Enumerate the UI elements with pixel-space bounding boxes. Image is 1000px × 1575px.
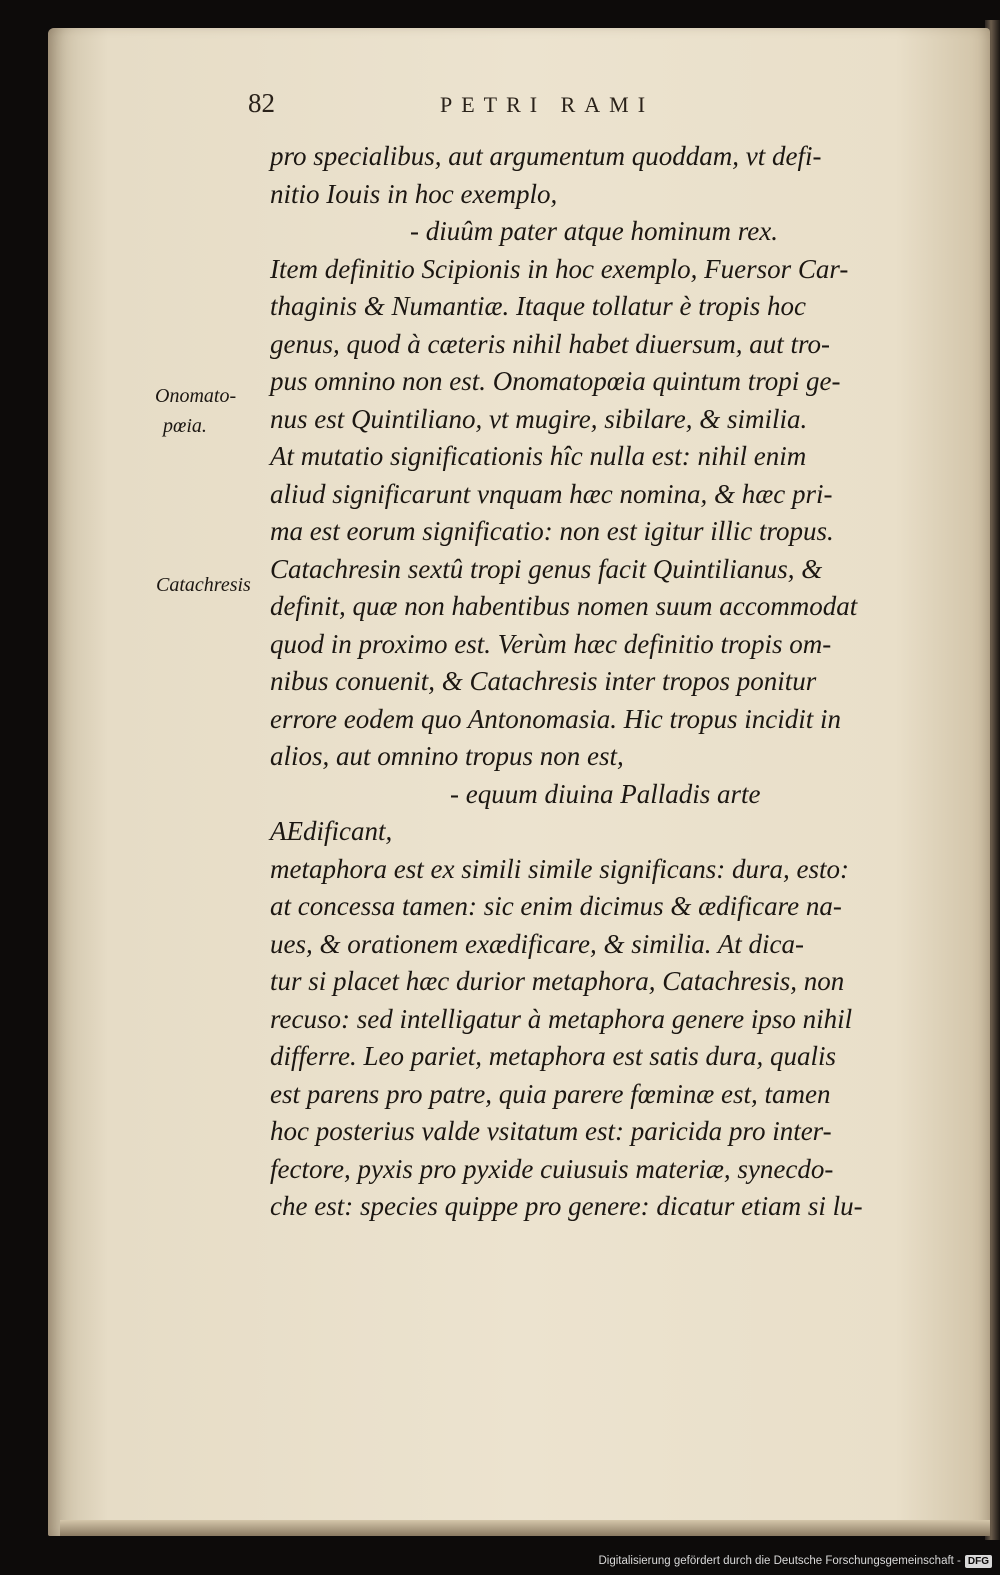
- text-line: nibus conuenit, & Catachresis inter tropos ponitur: [270, 666, 817, 696]
- text-line: definit, quæ non habentibus nomen suum accommodat: [270, 591, 858, 621]
- running-head: PETRI RAMI: [440, 92, 655, 117]
- text-line: pus omnino non est. Onomatopœia quintum tropi ge-: [270, 366, 841, 396]
- text-line: alios, aut omnino tropus non est,: [270, 741, 624, 771]
- text-line: metaphora est ex simili simile significans: dura, esto:: [270, 853, 849, 884]
- text-line: at concessa tamen: sic enim dicimus & ædificare na-: [270, 891, 842, 921]
- text-line: At mutatio significationis hîc nulla est: nihil enim: [270, 441, 807, 471]
- verse-quote: - equum diuina Palladis arte: [450, 778, 761, 809]
- text-line: tur si placet hæc durior metaphora, Catachresis, non: [270, 966, 845, 996]
- dfg-logo-icon: DFG: [965, 1555, 992, 1568]
- text-line: quod in proximo est. Verùm hæc definitio tropis om-: [270, 628, 832, 659]
- verse-quote: - diuûm pater atque hominum rex.: [410, 216, 778, 246]
- text-line: nitio Iouis in hoc exemplo,: [270, 178, 558, 209]
- text-line: thaginis & Numantiæ. Itaque tollatur è tropis hoc: [270, 291, 807, 321]
- text-line: Catachresin sextû tropi genus facit Quintilianus, &: [270, 553, 823, 584]
- text-line: che est: species quippe pro genere: dicatur etiam si lu-: [270, 1191, 863, 1221]
- text-line: pro specialibus, aut argumentum quoddam, vt defi-: [270, 141, 822, 171]
- digitization-footer: [598, 1552, 992, 1570]
- page-bottom-edge: [60, 1520, 990, 1536]
- body-text: [270, 138, 920, 1226]
- margin-note-catachresis: Catachresis: [156, 574, 251, 596]
- text-line: ues, & orationem exædificare, & similia. At dica-: [270, 928, 804, 959]
- text-line: est parens pro patre, quia parere fœminæ est, tamen: [270, 1078, 831, 1109]
- text-line: ma est eorum significatio: non est igitur illic tropus.: [270, 516, 834, 546]
- text-line: nus est Quintiliano, vt mugire, sibilare, & similia.: [270, 403, 808, 434]
- text-line: genus, quod à cæteris nihil habet diuersum, aut tro-: [270, 328, 830, 359]
- text-line: errore eodem quo Antonomasia. Hic tropus incidit in: [270, 703, 841, 734]
- verse-quote-continuation: AEdificant,: [270, 816, 393, 846]
- text-line: recuso: sed intelligatur à metaphora genere ipso nihil: [270, 1003, 853, 1034]
- footer-credit: Digitalisierung gefördert durch die Deutsche Forschungsgemeinschaft -: [598, 1555, 961, 1567]
- text-line: differre. Leo pariet, metaphora est satis dura, qualis: [270, 1041, 836, 1071]
- margin-note-onomatopoeia-1: Onomato-: [155, 385, 237, 407]
- margin-note-onomatopoeia-2: pœia.: [163, 415, 207, 437]
- text-line: aliud significarunt vnquam hæc nomina, & hæc pri-: [270, 478, 833, 509]
- page-number: 82: [248, 88, 275, 118]
- text-line: Item definitio Scipionis in hoc exemplo, Fuersor Car-: [270, 253, 849, 284]
- text-line: hoc posterius valde vsitatum est: paricida pro inter-: [270, 1116, 832, 1146]
- text-line: fectore, pyxis pro pyxide cuiusuis materiæ, synecdo-: [270, 1153, 834, 1184]
